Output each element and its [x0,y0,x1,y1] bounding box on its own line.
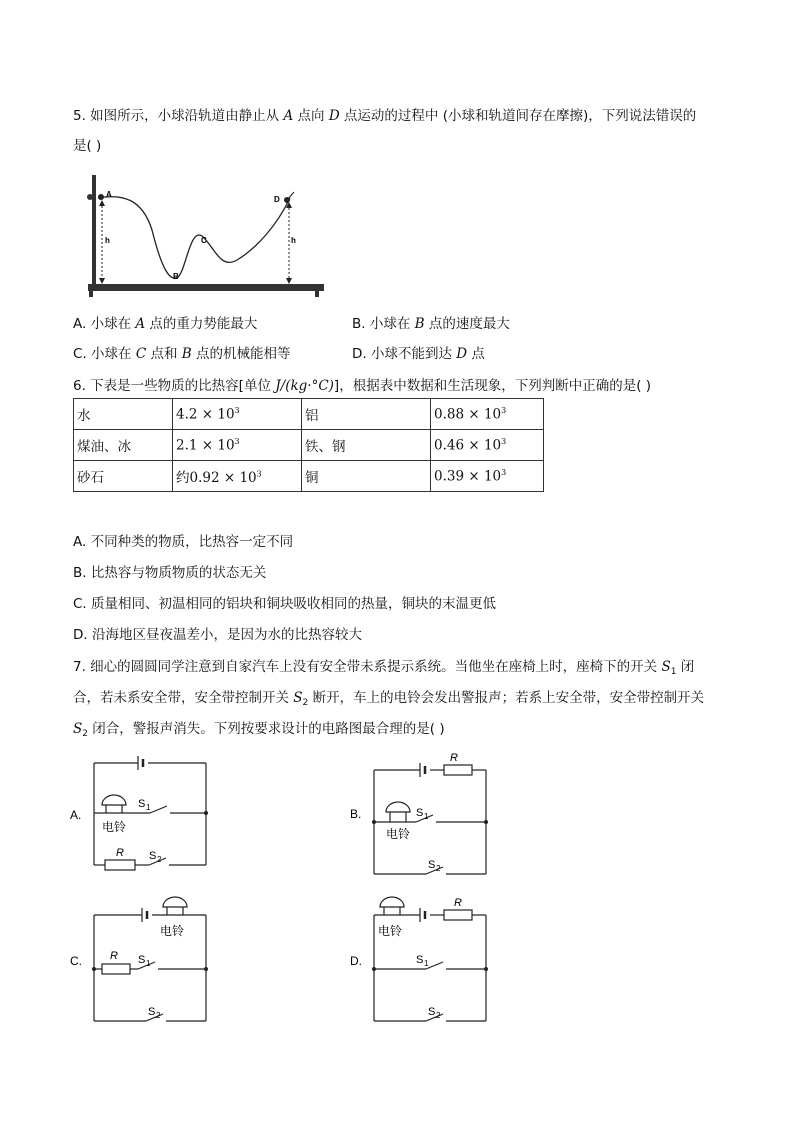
circuit-c [70,895,220,1025]
q5-option-d: D. 小球不能到达 D 点 [352,346,485,362]
circuit-c-label: C. [70,954,82,968]
svg-text:R: R [116,847,124,859]
svg-text:1: 1 [146,803,151,812]
svg-text:R: R [110,950,118,962]
q5-option-a: A. 小球在 A 点的重力势能最大 [73,316,258,332]
svg-text:S: S [428,1006,436,1018]
q6-option-a: A. 不同种类的物质，比热容一定不同 [73,534,294,550]
label-h-right: h [291,236,296,245]
svg-text:1: 1 [146,959,151,968]
q5-stem-text: 点运动的过程中 (小球和轨道间存在摩擦)，下列说法错误的 [339,108,697,124]
circuit-a [70,755,220,875]
q5-stem-text: 点向 [293,108,329,124]
table-row: 砂石 约$0.92 \times 10^3$ 铜 $0.39 \times 10^3$ [74,461,544,492]
bell-label: 电铃 [378,924,403,938]
svg-text:R: R [454,897,462,909]
svg-text:2: 2 [436,864,441,873]
q7-stem-line1: 7. 细心的圆圆同学注意到自家汽车上没有安全带未系提示系统。当他坐在座椅上时，座椅下的开关 $S_1$ 闭 [73,659,695,677]
q6-option-d: D. 沿海地区昼夜温差小，是因为水的比热容较大 [73,627,362,643]
svg-text:1: 1 [424,959,429,968]
svg-text:S: S [149,850,157,862]
circuit-a-label: A. [70,808,82,822]
label-a: A [106,190,112,199]
svg-text:2: 2 [436,1011,441,1020]
circuit-d [350,895,500,1025]
circuit-b [350,750,500,880]
specific-heat-table [73,398,544,492]
q5-stem-text: 5. 如图所示，小球沿轨道由静止从 [73,108,284,124]
label-h-left: h [105,236,110,245]
table-row: 煤油、冰 $2.1 \times 10^3$ 铁、钢 $0.46 \times 10^3$ [74,430,544,461]
q7-stem-line2: 合，若未系安全带，安全带控制开关 $S_2$ 断开，车上的电铃会发出警报声；若系上安全带，安全带控制开关 [73,690,705,708]
q5-var-d: D [328,108,340,124]
svg-text:1: 1 [424,812,429,821]
q5-track-figure [82,170,332,302]
ball-a [98,194,104,200]
q6-option-b: B. 比热容与物质物质的状态无关 [73,565,267,581]
q6-unit: J/(kg·°C) [275,378,334,394]
svg-text:S: S [148,1006,156,1018]
svg-text:2: 2 [156,1011,161,1020]
q5-option-b: B. 小球在 B 点的速度最大 [352,316,510,332]
circuit-d-label: D. [350,954,362,968]
svg-text:R: R [450,752,458,764]
q5-option-c: C. 小球在 C 点和 B 点的机械能相等 [73,346,291,362]
svg-text:2: 2 [157,855,162,864]
q5-stem-line2: 是( ) [73,138,102,154]
track-curve [98,197,290,278]
label-b: B [173,272,179,281]
svg-text:S: S [416,954,424,966]
svg-text:S: S [428,859,436,871]
table-row: 水 $4.2 \times 10^3$ 铝 $0.88 \times 10^3$ [74,399,544,430]
bell-label: 电铃 [386,827,411,841]
q6-option-c: C. 质量相同、初温相同的铝块和铜块吸收相同的热量，铜块的末温更低 [73,596,497,612]
circuit-b-label: B. [350,807,362,821]
svg-text:S: S [416,807,424,819]
label-d: D [274,195,280,204]
base-plate [88,284,324,291]
q7-stem-line3: $S_2$ 闭合，警报声消失。下列按要求设计的电路图最合理的是( ) [73,721,445,739]
q5-stem-line1 [73,104,696,124]
label-c: C [201,236,207,245]
svg-text:S: S [138,954,146,966]
bell-label: 电铃 [102,820,127,834]
svg-text:S: S [138,798,146,810]
q6-stem: 6. 下表是一些物质的比热容[单位 J/(kg·°C)]，根据表中数据和生活现象，下列判断中正确的是( ) [73,378,652,394]
bell-label: 电铃 [160,924,185,938]
stand-pole [92,175,96,285]
q5-var-a: A [283,108,294,124]
